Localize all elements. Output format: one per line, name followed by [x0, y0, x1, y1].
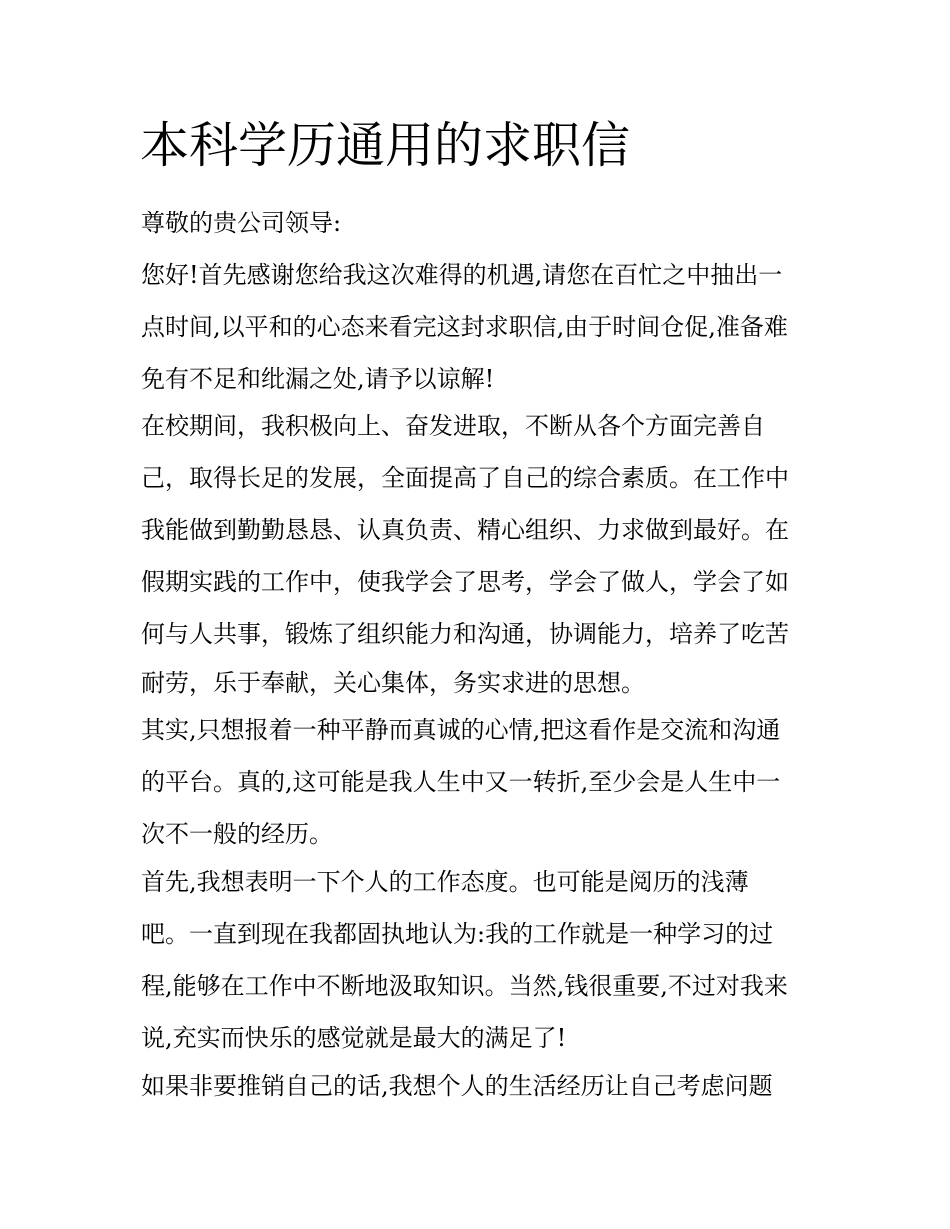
body-line: 程,能够在工作中不断地汲取知识。当然,钱很重要,不过对我来 [141, 972, 788, 1000]
body-line: 次不一般的经历。 [141, 820, 333, 848]
body-line: 假期实践的工作中，使我学会了思考，学会了做人，学会了如 [141, 568, 789, 596]
body-line: 其实,只想报着一种平静而真诚的心情,把这看作是交流和沟通 [141, 716, 781, 744]
body-line: 的平台。真的,这可能是我人生中又一转折,至少会是人生中一 [141, 768, 781, 796]
body-line: 首先,我想表明一下个人的工作态度。也可能是阅历的浅薄 [141, 868, 749, 896]
body-line: 点时间,以平和的心态来看完这封求职信,由于时间仓促,准备难 [141, 313, 788, 341]
body-line: 己，取得长足的发展，全面提高了自己的综合素质。在工作中 [141, 464, 789, 492]
body-line: 我能做到勤勤恳恳、认真负责、精心组织、力求做到最好。在 [141, 516, 789, 544]
body-line: 吧。一直到现在我都固执地认为:我的工作就是一种学习的过 [141, 920, 774, 948]
document-title: 本科学历通用的求职信 [140, 117, 631, 174]
body-line: 您好!首先感谢您给我这次难得的机遇,请您在百忙之中抽出一 [141, 261, 783, 289]
body-line: 何与人共事，锻炼了组织能力和沟通，协调能力，培养了吃苦 [141, 620, 789, 648]
body-line: 在校期间，我积极向上、奋发进取，不断从各个方面完善自 [141, 412, 765, 440]
body-line: 免有不足和纰漏之处,请予以谅解! [141, 365, 495, 393]
body-line: 耐劳，乐于奉献，关心集体，务实求进的思想。 [141, 669, 645, 697]
body-line: 说,充实而快乐的感觉就是最大的满足了! [141, 1024, 567, 1052]
body-line: 如果非要推销自己的话,我想个人的生活经历让自己考虑问题 [141, 1072, 773, 1100]
salutation-line: 尊敬的贵公司领导: [141, 209, 342, 237]
